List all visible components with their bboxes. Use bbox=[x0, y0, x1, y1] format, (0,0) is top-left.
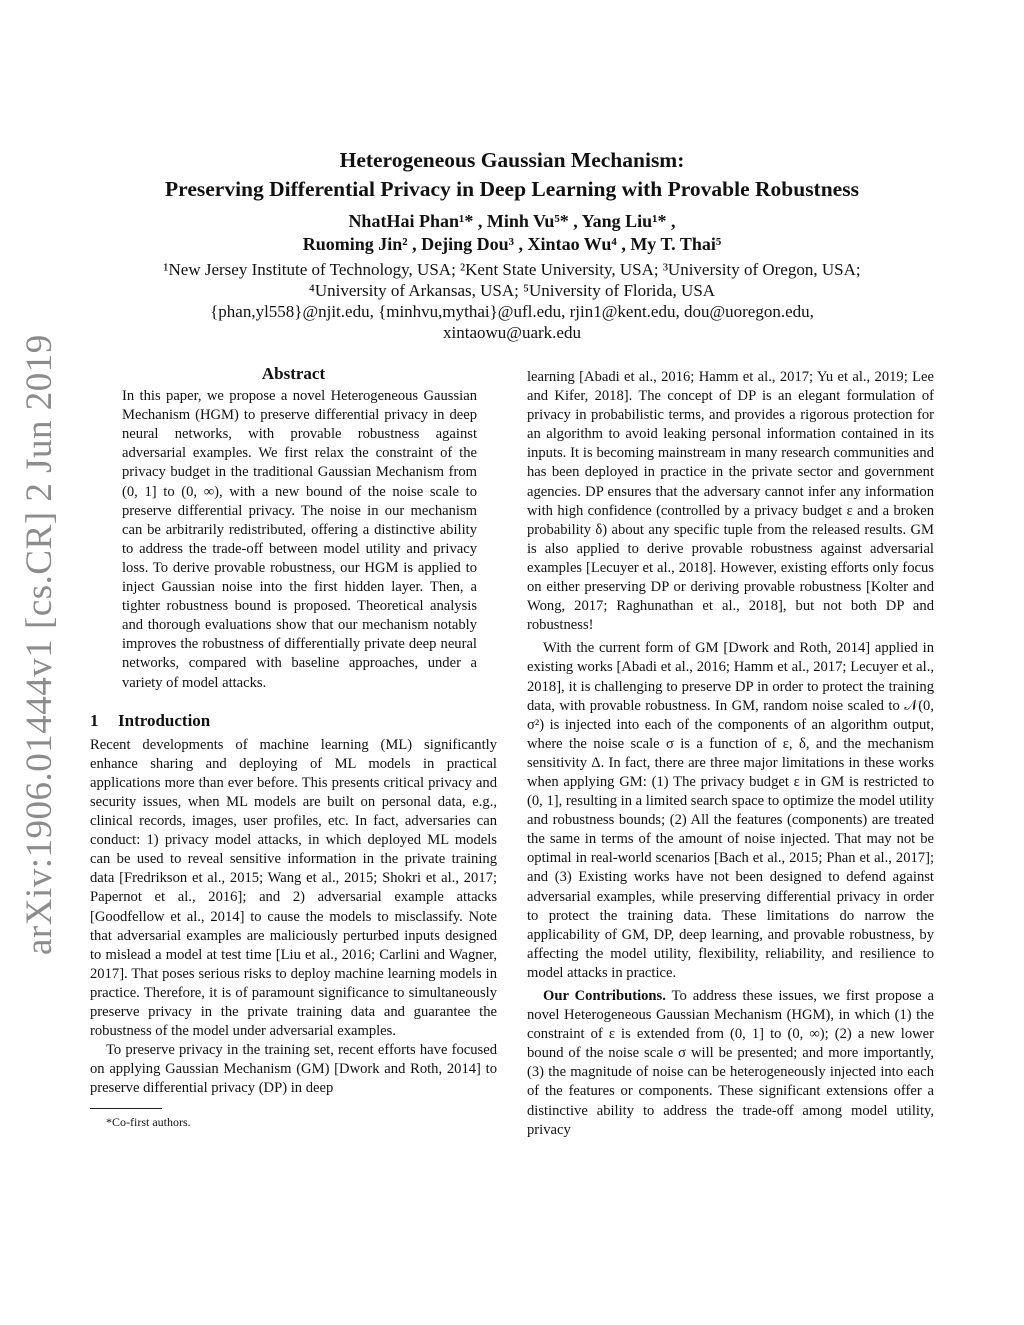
paper-header bbox=[90, 146, 934, 343]
abstract-heading: Abstract bbox=[261, 364, 326, 383]
authors-line-1: NhatHai Phan¹* , Minh Vu⁵* , Yang Liu¹* , bbox=[348, 211, 676, 231]
section-number: 1 bbox=[90, 710, 99, 730]
title-line-1: Heterogeneous Gaussian Mechanism: bbox=[339, 148, 685, 172]
right-paragraph-2: With the current form of GM [Dwork and Roth, 2014] applied in existing works [Abadi et al., 2016; Hamm et al., 2017; Lecuyer et al., 2018], it is challenging to preserve DP in order to protect the training data, with provable robustness. In GM, random noise scaled to 𝒩(0, σ²) is injected into each of the components of an algorithm output, where the noise scale σ is a function of ε, δ, and the mechanism sensitivity Δ. In fact, there are three major limitations in these works when applying GM: (1) The privacy budget ε in GM is restricted to (0, 1], resulting in a limited search space to optimize the model utility and robustness bounds; (2) All the features (components) are treated the same in terms of the amount of noise injected. That may not be optimal in real-world scenarios [Bach et al., 2015; Phan et al., 2017]; and (3) Existing works have not been designed to defend against adversarial examples, while preserving differential privacy in order to protect the training data. These limitations do narrow the applicability of GM, DP, deep learning, and provable robustness, by affecting the model utility, flexibility, reliability, and resilience to model attacks in practice. bbox=[527, 640, 934, 981]
affiliations-line-1: ¹New Jersey Institute of Technology, USA; ²Kent State University, USA; ³University of Oregon, USA; bbox=[163, 260, 861, 279]
affiliations-line-2: ⁴University of Arkansas, USA; ⁵University of Florida, USA bbox=[308, 281, 716, 300]
arxiv-identifier: arXiv:1906.01444v1 [cs.CR] 2 Jun 2019 bbox=[19, 334, 60, 955]
intro-paragraph-1: Recent developments of machine learning (ML) significantly enhance sharing and deploying of ML models in practical applications more than ever before. This presents critical privacy and security issues, when ML models are built on personal data, e.g., clinical records, images, user profiles, etc. In fact, adversaries can conduct: 1) privacy model attacks, in which deployed ML models can be used to reveal sensitive information in the private training data [Fredrikson et al., 2015; Wang et al., 2015; Shokri et al., 2017; Papernot et al., 2016]; and 2) adversarial example attacks [Goodfellow et al., 2014] to cause the models to misclassify. Note that adversarial examples are maliciously perturbed inputs designed to mislead a model at test time [Liu et al., 2016; Carlini and Wagner, 2017]. That poses serious risks to deploy machine learning models in practice. Therefore, it is of paramount significance to simultaneously preserve privacy in the private training data and guarantee the robustness of the model under adversarial examples. bbox=[90, 736, 497, 1040]
contributions-paragraph bbox=[527, 987, 934, 1140]
paper-title bbox=[90, 146, 934, 204]
contributions-heading: Our Contributions. bbox=[543, 988, 666, 1004]
authors-line-2: Ruoming Jin² , Dejing Dou³ , Xintao Wu⁴ , My T. Thai⁵ bbox=[302, 234, 722, 254]
right-paragraph-1: learning [Abadi et al., 2016; Hamm et al., 2017; Yu et al., 2019; Lee and Kifer, 2018]. The concept of DP is an elegant formulation of privacy in probabilistic terms, and provides a rigorous protection for an algorithm to avoid leaking personal information contained in its inputs. It is becoming mainstream in many research communities and has been deployed in practice in the private sector and government agencies. DP ensures that the adversary cannot infer any information with high confidence (controlled by a privacy budget ε and a broken probability δ) about any specific tuple from the released results. GM is also applied to derive provable robustness against adversarial examples [Lecuyer et al., 2018]. However, existing efforts only focus on either preserving DP or deriving provable robustness [Kolter and Wong, 2017; Raghunathan et al., 2018], but not both DP and robustness! bbox=[527, 369, 934, 634]
left-column bbox=[90, 364, 497, 1133]
right-column bbox=[527, 368, 934, 1140]
emails-line-1: {phan,yl558}@njit.edu, {minhvu,mythai}@ufl.edu, rjin1@kent.edu, dou@uoregon.edu, bbox=[210, 302, 814, 321]
abstract-body: In this paper, we propose a novel Heterogeneous Gaussian Mechanism (HGM) to preserve differential privacy in deep neural networks, with provable robustness against adversarial examples. We first relax the constraint of the privacy budget in the traditional Gaussian Mechanism from (0, 1] to (0, ∞), with a new bound of the noise scale to preserve differential privacy. The noise in our mechanism can be arbitrarily redistributed, offering a distinctive ability to address the trade-off between model utility and privacy loss. To derive provable robustness, our HGM is applied to inject Gaussian noise into the first hidden layer. Then, a tighter robustness bound is proposed. Theoretical analysis and thorough evaluations show that our mechanism notably improves the robustness of differentially private deep neural networks, compared with baseline approaches, under a variety of model attacks. bbox=[122, 388, 477, 691]
affiliations bbox=[90, 259, 934, 343]
footnote: *Co-first authors. bbox=[106, 1115, 191, 1130]
intro-paragraph-2: To preserve privacy in the training set, recent efforts have focused on applying Gaussian Mechanism (GM) [Dwork and Roth, 2014] to preserve differential privacy (DP) in deep bbox=[90, 1042, 497, 1097]
section-heading-introduction bbox=[90, 711, 497, 730]
title-line-2: Preserving Differential Privacy in Deep Learning with Provable Robustness bbox=[165, 177, 859, 201]
contributions-text: To address these issues, we first propose a novel Heterogeneous Gaussian Mechanism (HGM), in which (1) the constraint of ε is extended from (0, 1] to (0, ∞); (2) a new lower bound of the noise scale σ will be presented; and more importantly, (3) the magnitude of noise can be heterogeneously injected into each of the features or components. These significant extensions offer a distinctive ability to address the trade-off among model utility, privacy bbox=[527, 988, 935, 1138]
emails-line-2: xintaowu@uark.edu bbox=[443, 323, 581, 342]
section-title: Introduction bbox=[118, 710, 211, 730]
author-list bbox=[90, 210, 934, 256]
footnote-divider bbox=[90, 1108, 162, 1109]
